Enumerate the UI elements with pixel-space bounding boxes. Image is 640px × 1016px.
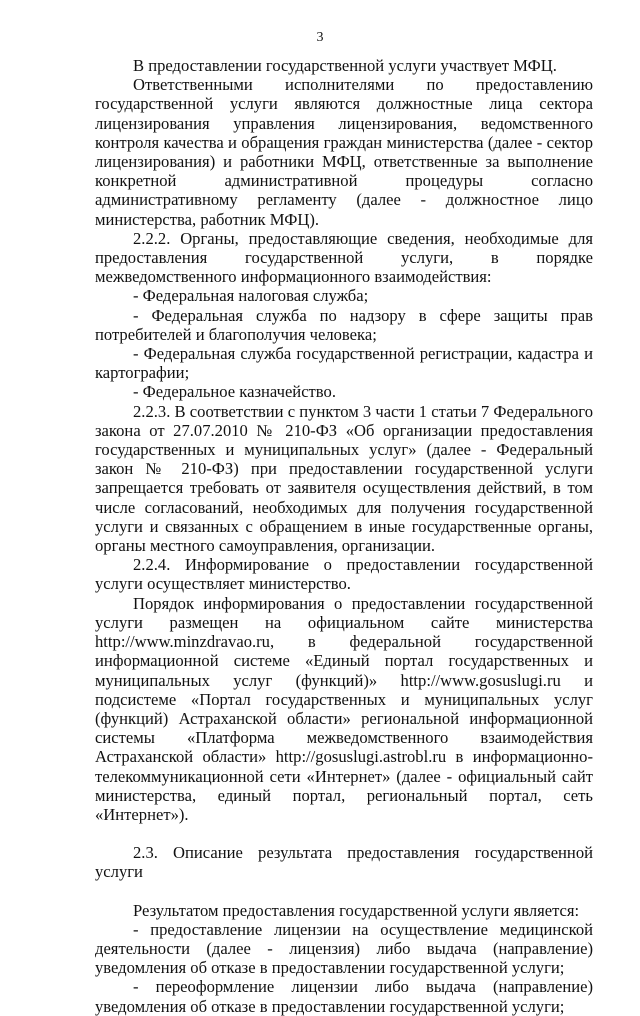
list-item-consumer-protection: - Федеральная служба по надзору в сфере защиты прав потребителей и благополучия человека; [95,305,593,344]
document-body [95,56,593,1016]
page-number: 3 [316,30,324,45]
paragraph-responsible-executors: Ответственными исполнителями по предоставлению государственной услуги являются должностные лица сектора лицензирования управления лицензирования, ведомственного контроля качества и обращения граждан министерства (далее - сектор лицензирования) и работники МФЦ, ответственные за выполнение конкретной административной процедуры согласно административному регламенту (далее - должностное лицо министерства, работник МФЦ). [95,75,593,229]
section-heading-2-3: 2.3. Описание результата предоставления государственной услуги [95,843,593,882]
list-item-tax-service: - Федеральная налоговая служба; [133,286,369,306]
list-item-license-grant: - предоставление лицензии на осуществление медицинской деятельности (далее - лицензия) либо выдача (направление) уведомления об отказе в предоставлении государственной услуги; [95,919,593,978]
list-item-treasury: - Федеральное казначейство. [133,382,336,402]
paragraph-result-intro: Результатом предоставления государственной услуги является: [133,900,580,920]
paragraph-information-procedure: Порядок информирования о предоставлении государственной услуги размещен на официальном сайте министерства http://www.minzdravao.ru, в федеральной государственной информационной системе «Единый портал государственных и муниципальных услуг (функций)» http://www.gosuslugi.ru и подсистеме «Портал государственных и муниципальных услуг (функций) Астраханской области» региональной информационной системы «Платформа межведомственного взаимодействия Астраханской области» http://gosuslugi.astrobl.ru в информационно-телекоммуникационной сети «Интернет» (далее - официальный сайт министерства, единый портал, региональный портал, сеть «Интернет»). [95,593,593,824]
list-item-registration-service: - Федеральная служба государственной регистрации, кадастра и картографии; [95,344,593,383]
list-item-license-reissue: - переоформление лицензии либо выдача (направление) уведомления об отказе в предоставлении государственной услуги; [95,977,593,1016]
paragraph-2-2-2: 2.2.2. Органы, предоставляющие сведения, необходимые для предоставления государственной услуги, в порядке межведомственного информационного взаимодействия: [95,228,593,287]
paragraph-mfc-participation: В предоставлении государственной услуги участвует МФЦ. [133,56,557,75]
paragraph-2-2-4: 2.2.4. Информирование о предоставлении государственной услуги осуществляет министерство. [95,555,593,594]
paragraph-2-2-3: 2.2.3. В соответствии с пунктом 3 части 1 статьи 7 Федерального закона от 27.07.2010 № 210-ФЗ «Об организации предоставления государственных и муниципальных услуг» (далее - Федеральный закон № 210-ФЗ) при предоставлении государственной услуги запрещается требовать от заявителя осуществления действий, в том числе согласований, необходимых для получения государственной услуги и связанных с обращением в иные государственные органы, органы местного самоуправления, организации. [95,401,593,556]
